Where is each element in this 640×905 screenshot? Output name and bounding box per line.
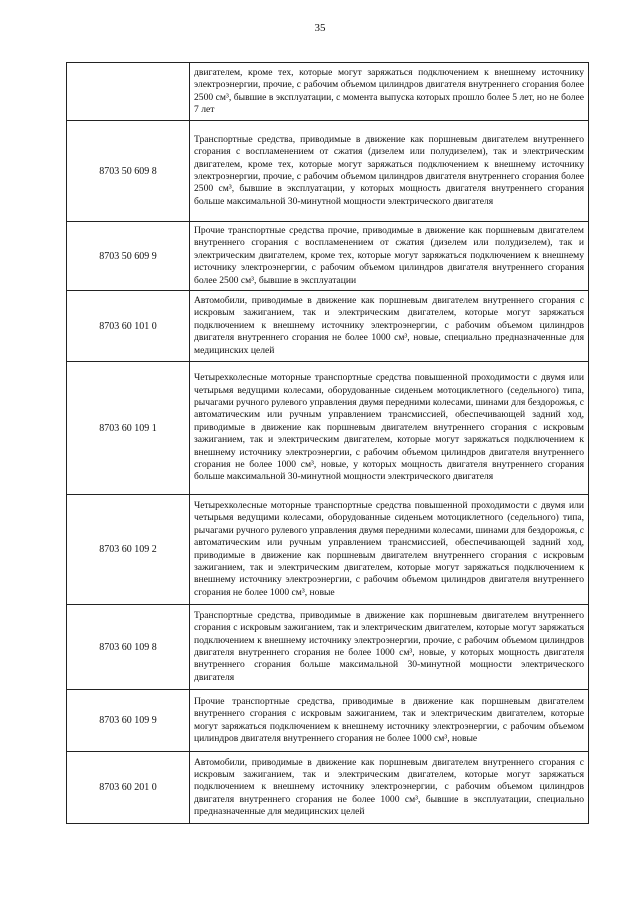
description-cell: Автомобили, приводимые в движение как поршневым двигателем внутреннего сгорания с искровым зажиганием, так и электрическим двигателем, которые могут заряжаться подключением к внешнему источнику электроэнергии, с рабочим объемом цилиндров двигателя внутреннего сгорания не более 1000 см³, новые, специально предназначенные для медицинских целей	[190, 291, 589, 362]
code-cell: 8703 60 109 8	[67, 605, 190, 690]
code-cell	[67, 63, 190, 121]
code-cell: 8703 60 109 1	[67, 362, 190, 495]
code-cell: 8703 60 109 9	[67, 690, 190, 752]
description-cell: Автомобили, приводимые в движение как поршневым двигателем внутреннего сгорания с искровым зажиганием, так и электрическим двигателем, которые могут заряжаться подключением к внешнему источнику электроэнергии, с рабочим объемом цилиндров двигателя внутреннего сгорания не более 1000 см³, бывшие в эксплуатации, специально предназначенные для медицинских целей	[190, 752, 589, 824]
table-row	[67, 121, 589, 222]
table-row	[67, 63, 589, 121]
tariff-codes-table	[66, 62, 589, 824]
table-row	[67, 222, 589, 291]
description-cell: Транспортные средства, приводимые в движение как поршневым двигателем внутреннего сгорания с искровым зажиганием, так и электрическим двигателем, которые могут заряжаться подключением к внешнему источнику электроэнергии, прочие, с рабочим объемом цилиндров двигателя внутреннего сгорания не более 1000 см³, новые, у которых мощность двигателя внутреннего сгорания больше максимальной 30-минутной мощности электрического двигателя	[190, 605, 589, 690]
table-row	[67, 362, 589, 495]
table-row	[67, 605, 589, 690]
table-row	[67, 690, 589, 752]
table-row	[67, 495, 589, 605]
code-cell: 8703 50 609 8	[67, 121, 190, 222]
table-row	[67, 291, 589, 362]
description-cell: Прочие транспортные средства, приводимые в движение как поршневым двигателем внутреннего сгорания с искровым зажиганием, так и электрическим двигателем, которые могут заряжаться подключением к внешнему источнику электроэнергии, с рабочим объемом цилиндров двигателя внутреннего сгорания не более 1000 см³, новые	[190, 690, 589, 752]
code-cell: 8703 60 201 0	[67, 752, 190, 824]
description-cell: Четырехколесные моторные транспортные средства повышенной проходимости с двумя или четырьмя ведущими колесами, оборудованные сиденьем мотоциклетного (седельного) типа, рычагами ручного рулевого управления двумя передними колесами, шинами для бездорожья, с автоматическим или ручным управлением трансмиссией, обеспечивающей задний ход, приводимые в движение как поршневым двигателем внутреннего сгорания с искровым зажиганием, так и электрическим двигателем, которые могут заряжаться подключением к внешнему источнику электроэнергии, с рабочим объемом цилиндров двигателя внутреннего сгорания не более 1000 см³, новые, у которых мощность двигателя внутреннего сгорания больше максимальной 30-минутной мощности электрического двигателя	[190, 362, 589, 495]
code-cell: 8703 60 109 2	[67, 495, 190, 605]
description-cell: Прочие транспортные средства прочие, приводимые в движение как поршневым двигателем внутреннего сгорания с воспламенением от сжатия (дизелем или полудизелем), так и электрическим двигателем, кроме тех, которые могут заряжаться подключением к внешнему источнику электроэнергии, с рабочим объемом цилиндров двигателя внутреннего сгорания более 2500 см³, бывшие в эксплуатации	[190, 222, 589, 291]
code-cell: 8703 50 609 9	[67, 222, 190, 291]
table-row	[67, 752, 589, 824]
description-cell: двигателем, кроме тех, которые могут заряжаться подключением к внешнему источнику электроэнергии, прочие, с рабочим объемом цилиндров двигателя внутреннего сгорания более 2500 см³, бывшие в эксплуатации, с момента выпуска которых прошло более 5 лет, но не более 7 лет	[190, 63, 589, 121]
description-cell: Транспортные средства, приводимые в движение как поршневым двигателем внутреннего сгорания с воспламенением от сжатия (дизелем или полудизелем), так и электрическим двигателем, кроме тех, которые могут заряжаться подключением к внешнему источнику электроэнергии, прочие, с рабочим объемом цилиндров двигателя внутреннего сгорания более 2500 см³, бывшие в эксплуатации, у которых мощность двигателя внутреннего сгорания больше максимальной 30-минутной мощности электрического двигателя	[190, 121, 589, 222]
page-number: 35	[314, 22, 326, 34]
code-cell: 8703 60 101 0	[67, 291, 190, 362]
description-cell: Четырехколесные моторные транспортные средства повышенной проходимости с двумя или четырьмя ведущими колесами, оборудованные сиденьем мотоциклетного (седельного) типа, рычагами ручного рулевого управления двумя передними колесами, шинами для бездорожья, с автоматическим или ручным управлением трансмиссией, обеспечивающей задний ход, приводимые в движение как поршневым двигателем внутреннего сгорания с искровым зажиганием, так и электрическим двигателем, которые могут заряжаться подключением к внешнему источнику электроэнергии, с рабочим объемом цилиндров двигателя внутреннего сгорания не более 1000 см³, новые	[190, 495, 589, 605]
